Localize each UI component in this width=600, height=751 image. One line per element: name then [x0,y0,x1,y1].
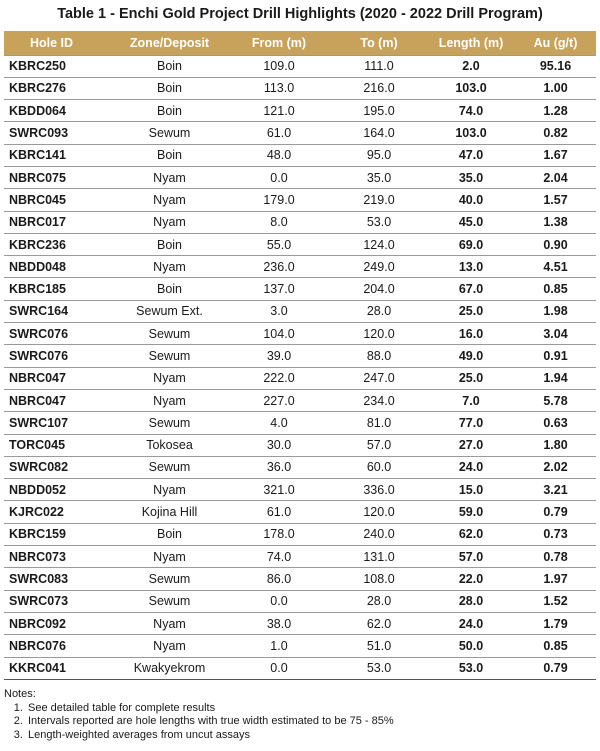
notes-section [4,688,596,742]
au-cell: 0.90 [515,233,596,255]
table-row [4,122,596,144]
table-body [4,55,596,679]
length-cell: 49.0 [427,345,515,367]
header-to: To (m) [331,31,427,55]
au-cell: 0.79 [515,501,596,523]
length-cell: 2.0 [427,55,515,77]
from-cell: 8.0 [227,211,331,233]
from-cell: 179.0 [227,189,331,211]
zone-deposit-cell: Sewum [112,412,227,434]
table-row [4,568,596,590]
length-cell: 47.0 [427,144,515,166]
hole-id-cell: SWRC076 [4,345,112,367]
au-cell: 1.98 [515,300,596,322]
from-cell: 0.0 [227,590,331,612]
table-row [4,211,596,233]
to-cell: 28.0 [331,300,427,322]
from-cell: 36.0 [227,456,331,478]
zone-deposit-cell: Nyam [112,256,227,278]
au-cell: 0.73 [515,523,596,545]
hole-id-cell: KBRC236 [4,233,112,255]
length-cell: 13.0 [427,256,515,278]
table-row [4,144,596,166]
from-cell: 38.0 [227,612,331,634]
table-row [4,657,596,679]
table-row [4,55,596,77]
note-item: 3. Length-weighted averages from uncut assays [26,729,596,743]
to-cell: 35.0 [331,166,427,188]
from-cell: 55.0 [227,233,331,255]
to-cell: 28.0 [331,590,427,612]
notes-list [4,702,596,743]
zone-deposit-cell: Nyam [112,635,227,657]
note-item: 2. Intervals reported are hole lengths with true width estimated to be 75 - 85% [26,715,596,729]
au-cell: 1.94 [515,367,596,389]
hole-id-cell: KBRC141 [4,144,112,166]
to-cell: 336.0 [331,479,427,501]
table-header [4,31,596,55]
zone-deposit-cell: Sewum Ext. [112,300,227,322]
hole-id-cell: KBRC185 [4,278,112,300]
length-cell: 25.0 [427,300,515,322]
to-cell: 234.0 [331,389,427,411]
zone-deposit-cell: Boin [112,523,227,545]
length-cell: 53.0 [427,657,515,679]
length-cell: 15.0 [427,479,515,501]
from-cell: 61.0 [227,501,331,523]
au-cell: 1.80 [515,434,596,456]
hole-id-cell: NBRC073 [4,546,112,568]
zone-deposit-cell: Tokosea [112,434,227,456]
hole-id-cell: NBRC076 [4,635,112,657]
hole-id-cell: TORC045 [4,434,112,456]
table-row [4,456,596,478]
hole-id-cell: NBDD052 [4,479,112,501]
table-row [4,323,596,345]
from-cell: 48.0 [227,144,331,166]
zone-deposit-cell: Sewum [112,456,227,478]
zone-deposit-cell: Sewum [112,122,227,144]
table-row [4,590,596,612]
table-row [4,612,596,634]
to-cell: 62.0 [331,612,427,634]
length-cell: 25.0 [427,367,515,389]
au-cell: 3.04 [515,323,596,345]
length-cell: 24.0 [427,456,515,478]
length-cell: 35.0 [427,166,515,188]
length-cell: 103.0 [427,122,515,144]
au-cell: 1.52 [515,590,596,612]
hole-id-cell: KBRC276 [4,77,112,99]
to-cell: 53.0 [331,657,427,679]
zone-deposit-cell: Nyam [112,189,227,211]
au-cell: 0.78 [515,546,596,568]
table-row [4,501,596,523]
hole-id-cell: SWRC083 [4,568,112,590]
header-length: Length (m) [427,31,515,55]
au-cell: 0.79 [515,657,596,679]
zone-deposit-cell: Boin [112,144,227,166]
to-cell: 111.0 [331,55,427,77]
to-cell: 164.0 [331,122,427,144]
to-cell: 81.0 [331,412,427,434]
to-cell: 120.0 [331,323,427,345]
au-cell: 1.79 [515,612,596,634]
length-cell: 103.0 [427,77,515,99]
to-cell: 247.0 [331,367,427,389]
from-cell: 321.0 [227,479,331,501]
hole-id-cell: NBRC045 [4,189,112,211]
from-cell: 227.0 [227,389,331,411]
table-row [4,100,596,122]
hole-id-cell: SWRC082 [4,456,112,478]
zone-deposit-cell: Sewum [112,590,227,612]
au-cell: 95.16 [515,55,596,77]
from-cell: 222.0 [227,367,331,389]
from-cell: 178.0 [227,523,331,545]
hole-id-cell: NBDD048 [4,256,112,278]
zone-deposit-cell: Sewum [112,323,227,345]
au-cell: 1.28 [515,100,596,122]
length-cell: 45.0 [427,211,515,233]
hole-id-cell: NBRC092 [4,612,112,634]
length-cell: 16.0 [427,323,515,345]
table-row [4,166,596,188]
from-cell: 113.0 [227,77,331,99]
length-cell: 50.0 [427,635,515,657]
from-cell: 0.0 [227,166,331,188]
zone-deposit-cell: Boin [112,233,227,255]
hole-id-cell: KBRC250 [4,55,112,77]
from-cell: 39.0 [227,345,331,367]
to-cell: 57.0 [331,434,427,456]
table-row [4,300,596,322]
length-cell: 67.0 [427,278,515,300]
length-cell: 69.0 [427,233,515,255]
zone-deposit-cell: Kojina Hill [112,501,227,523]
from-cell: 1.0 [227,635,331,657]
from-cell: 137.0 [227,278,331,300]
header-from: From (m) [227,31,331,55]
hole-id-cell: SWRC076 [4,323,112,345]
from-cell: 30.0 [227,434,331,456]
hole-id-cell: KKRC041 [4,657,112,679]
au-cell: 2.02 [515,456,596,478]
table-row [4,278,596,300]
hole-id-cell: KBDD064 [4,100,112,122]
table-row [4,523,596,545]
from-cell: 236.0 [227,256,331,278]
au-cell: 1.57 [515,189,596,211]
table-row [4,635,596,657]
hole-id-cell: SWRC164 [4,300,112,322]
to-cell: 51.0 [331,635,427,657]
table-row [4,345,596,367]
zone-deposit-cell: Nyam [112,612,227,634]
notes-heading: Notes: [4,688,36,700]
au-cell: 5.78 [515,389,596,411]
from-cell: 121.0 [227,100,331,122]
to-cell: 204.0 [331,278,427,300]
au-cell: 3.21 [515,479,596,501]
to-cell: 124.0 [331,233,427,255]
length-cell: 7.0 [427,389,515,411]
to-cell: 53.0 [331,211,427,233]
length-cell: 28.0 [427,590,515,612]
table-row [4,77,596,99]
zone-deposit-cell: Nyam [112,389,227,411]
table-row [4,189,596,211]
au-cell: 2.04 [515,166,596,188]
length-cell: 22.0 [427,568,515,590]
au-cell: 0.85 [515,278,596,300]
to-cell: 108.0 [331,568,427,590]
zone-deposit-cell: Kwakyekrom [112,657,227,679]
table-row [4,367,596,389]
zone-deposit-cell: Nyam [112,367,227,389]
zone-deposit-cell: Sewum [112,345,227,367]
to-cell: 249.0 [331,256,427,278]
table-row [4,233,596,255]
table-row [4,389,596,411]
drill-highlights-table [4,31,596,680]
au-cell: 0.85 [515,635,596,657]
hole-id-cell: SWRC093 [4,122,112,144]
table-row [4,546,596,568]
zone-deposit-cell: Boin [112,278,227,300]
hole-id-cell: NBRC017 [4,211,112,233]
header-hole-id: Hole ID [4,31,112,55]
to-cell: 131.0 [331,546,427,568]
length-cell: 40.0 [427,189,515,211]
zone-deposit-cell: Nyam [112,546,227,568]
table-row [4,479,596,501]
header-zone-deposit: Zone/Deposit [112,31,227,55]
length-cell: 74.0 [427,100,515,122]
au-cell: 1.67 [515,144,596,166]
hole-id-cell: NBRC075 [4,166,112,188]
to-cell: 120.0 [331,501,427,523]
table-row [4,412,596,434]
length-cell: 62.0 [427,523,515,545]
au-cell: 1.38 [515,211,596,233]
zone-deposit-cell: Boin [112,55,227,77]
from-cell: 61.0 [227,122,331,144]
from-cell: 104.0 [227,323,331,345]
au-cell: 1.00 [515,77,596,99]
au-cell: 0.63 [515,412,596,434]
hole-id-cell: SWRC107 [4,412,112,434]
hole-id-cell: KJRC022 [4,501,112,523]
zone-deposit-cell: Boin [112,77,227,99]
to-cell: 95.0 [331,144,427,166]
from-cell: 3.0 [227,300,331,322]
to-cell: 60.0 [331,456,427,478]
note-item: 1. See detailed table for complete results [26,702,596,716]
from-cell: 86.0 [227,568,331,590]
hole-id-cell: SWRC073 [4,590,112,612]
length-cell: 59.0 [427,501,515,523]
header-row [4,31,596,55]
zone-deposit-cell: Boin [112,100,227,122]
hole-id-cell: NBRC047 [4,389,112,411]
table-row [4,256,596,278]
zone-deposit-cell: Nyam [112,166,227,188]
length-cell: 24.0 [427,612,515,634]
zone-deposit-cell: Nyam [112,479,227,501]
length-cell: 27.0 [427,434,515,456]
hole-id-cell: NBRC047 [4,367,112,389]
from-cell: 0.0 [227,657,331,679]
zone-deposit-cell: Nyam [112,211,227,233]
au-cell: 4.51 [515,256,596,278]
from-cell: 4.0 [227,412,331,434]
hole-id-cell: KBRC159 [4,523,112,545]
length-cell: 77.0 [427,412,515,434]
from-cell: 109.0 [227,55,331,77]
to-cell: 216.0 [331,77,427,99]
header-au: Au (g/t) [515,31,596,55]
to-cell: 195.0 [331,100,427,122]
table-title: Table 1 - Enchi Gold Project Drill Highlights (2020 - 2022 Drill Program) [57,6,543,22]
length-cell: 57.0 [427,546,515,568]
to-cell: 88.0 [331,345,427,367]
zone-deposit-cell: Sewum [112,568,227,590]
au-cell: 1.97 [515,568,596,590]
to-cell: 240.0 [331,523,427,545]
to-cell: 219.0 [331,189,427,211]
table-row [4,434,596,456]
au-cell: 0.91 [515,345,596,367]
from-cell: 74.0 [227,546,331,568]
au-cell: 0.82 [515,122,596,144]
